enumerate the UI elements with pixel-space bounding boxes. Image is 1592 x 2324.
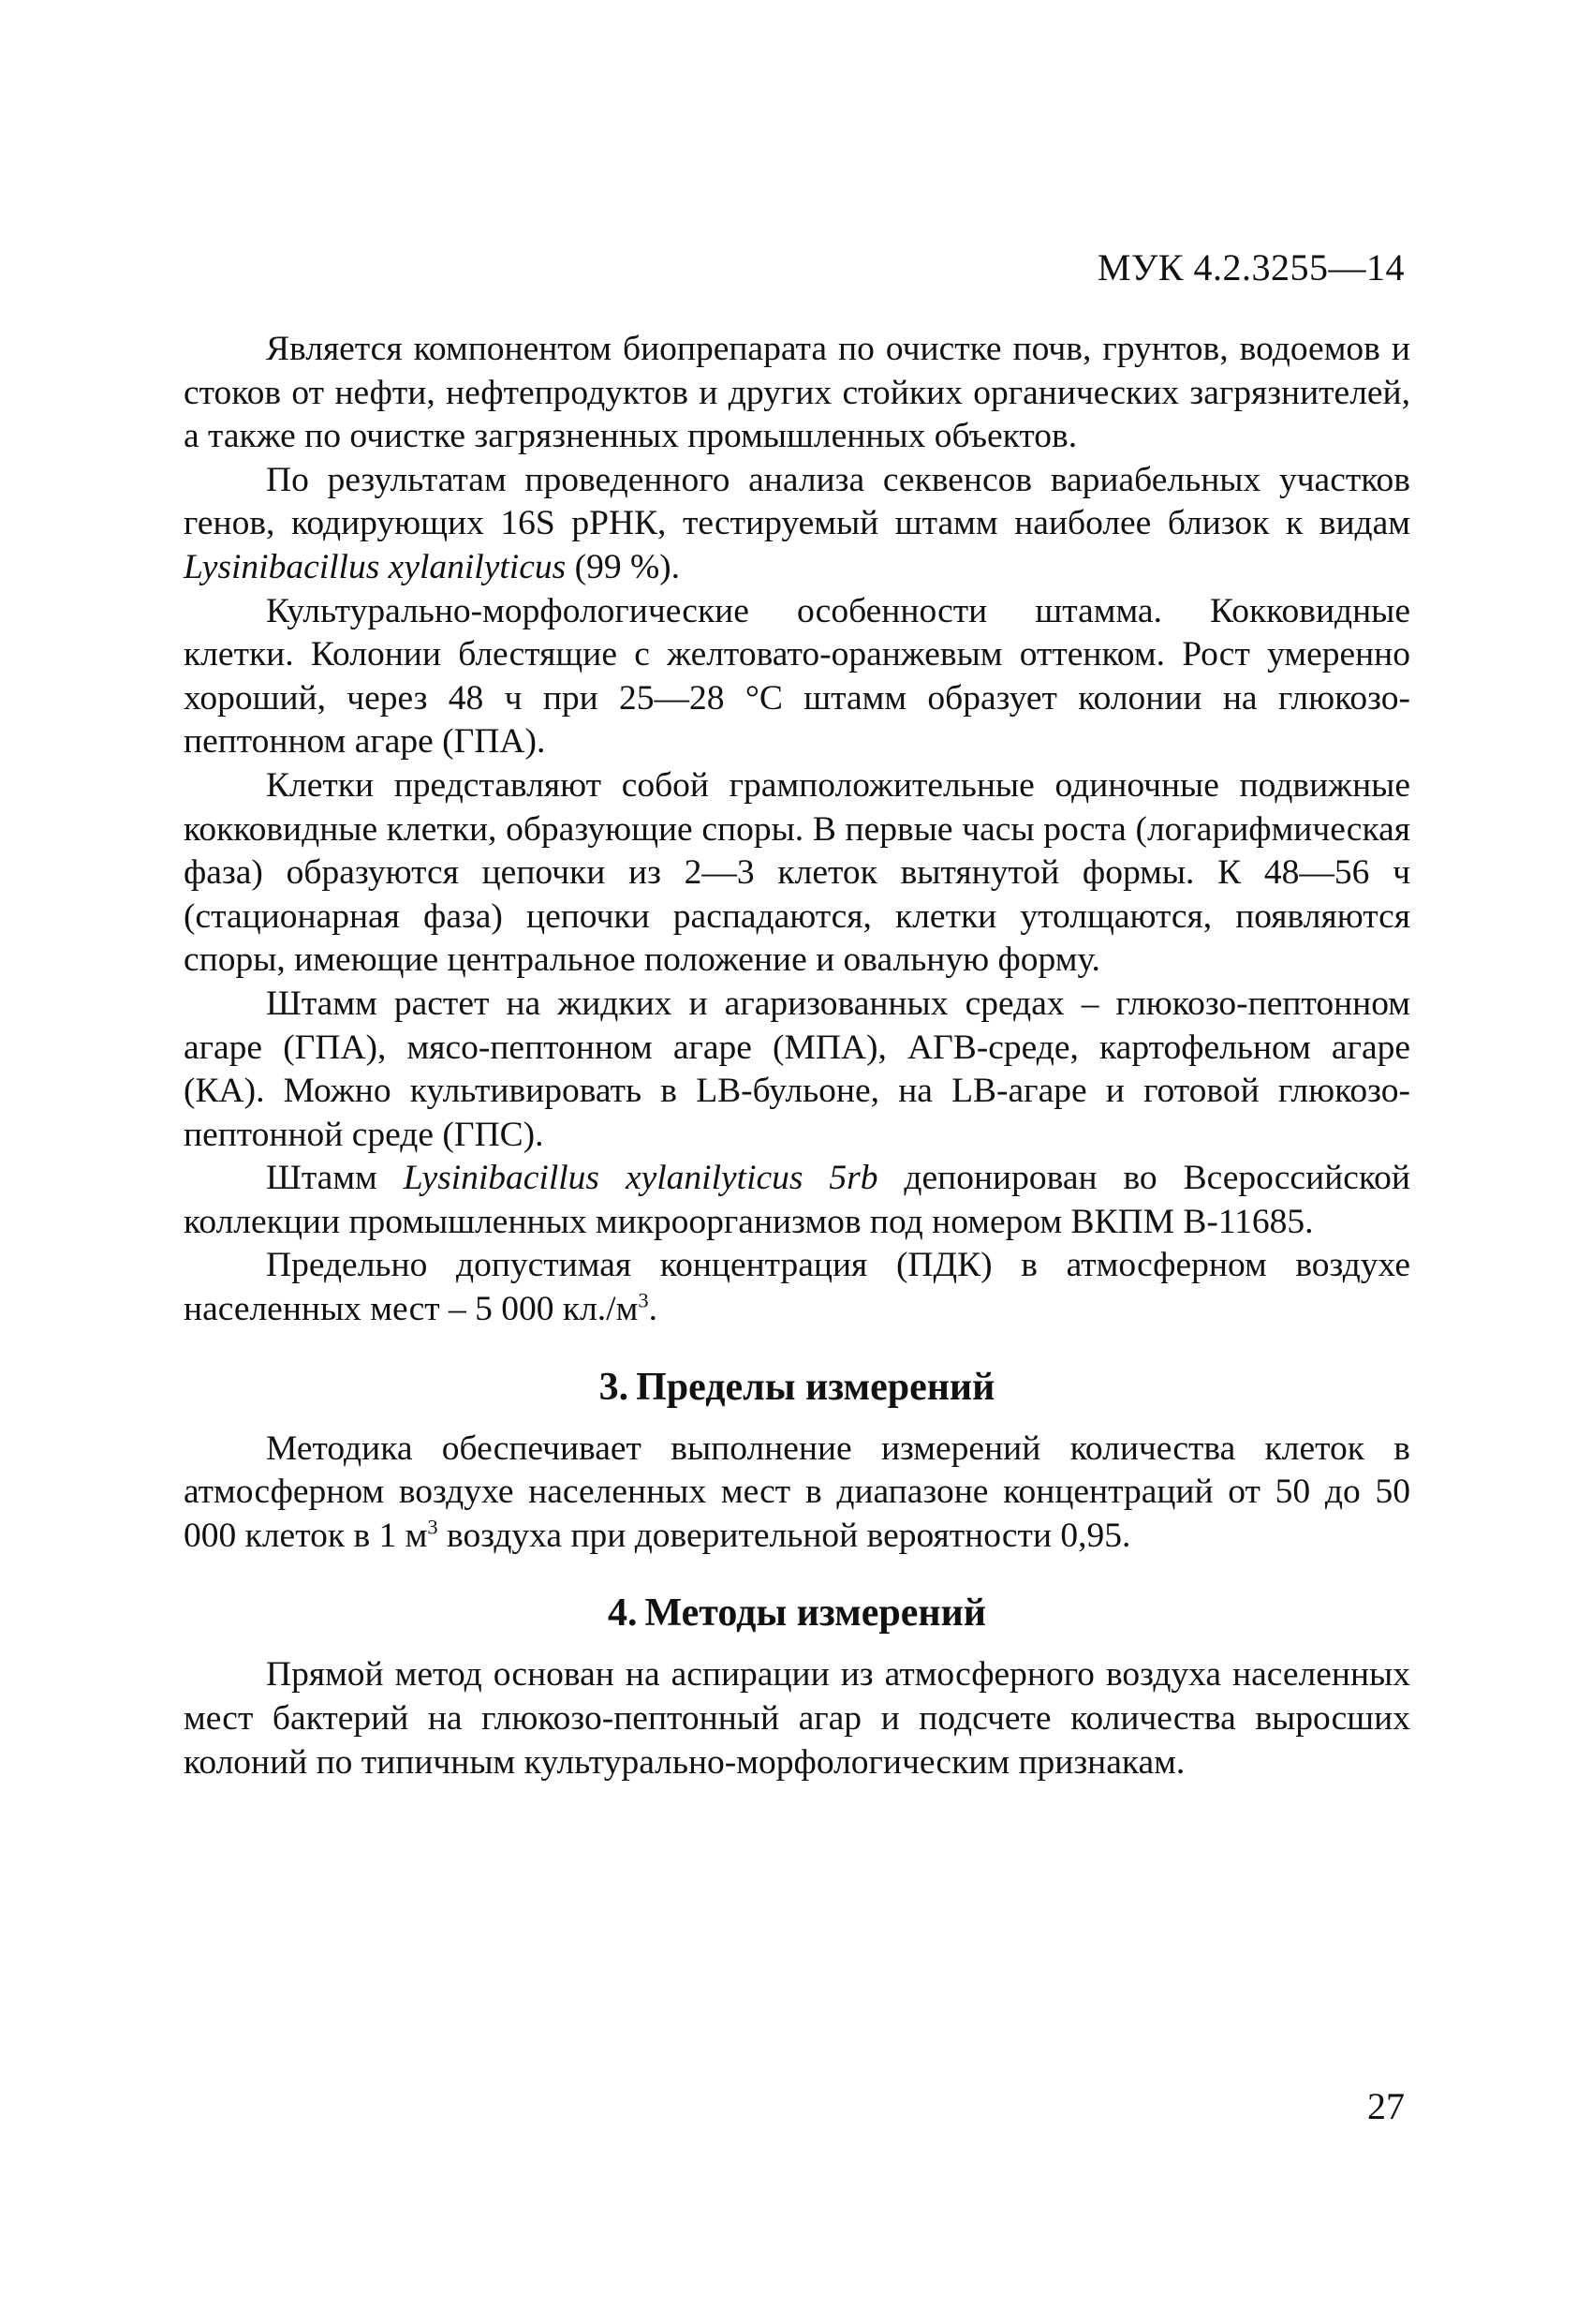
section-heading-4 — [184, 1590, 1410, 1636]
paragraph-media: Штамм растет на жидких и агаризованных средах – глюкозо-пептонном агаре (ГПА), мясо-пептонном агаре (МПА), АГВ-среде, картофельном агаре (КА). Можно культивировать в LB-бульоне, на LB-агаре и готовой глюкозо-пептонной среде (ГПС). — [184, 984, 1410, 1154]
paragraph-limits-text-a: Методика обеспечивает выполнение измерений количества клеток в атмосферном воздухе населенных мест в диапазоне концентраций от 50 до 50 000 клеток в 1 м — [184, 1428, 1410, 1555]
section-title-4: Методы измерений — [644, 1591, 986, 1636]
paragraph-morphology: Культурально-морфологические особенности штамма. Кокковидные клетки. Колонии блестящие с желтовато-оранжевым оттенком. Рост умеренно хороший, через 48 ч при 25—28 °С штамм образует колонии на глюкозо-пептонном агаре (ГПА). — [184, 591, 1410, 762]
paragraph-deposit — [184, 1157, 1410, 1244]
section-number-4: 4. — [608, 1591, 638, 1636]
paragraph-pdk-text-a: Предельно допустимая концентрация (ПДК) в атмосферном воздухе населенных мест – 5 000 кл./м — [184, 1246, 1410, 1329]
paragraph-pdk — [184, 1244, 1410, 1331]
species-name: Lysinibacillus xylanilyticus — [184, 547, 567, 586]
paragraph-cells: Клетки представляют собой грамположительные одиночные подвижные кокковидные клетки, образующие споры. В первые часы роста (логарифмическая фаза) образуются цепочки из 2—3 клеток вытянутой формы. К 48—56 ч (стационарная фаза) цепочки распадаются, клетки утолщаются, появляются споры, имеющие центральное положение и овальную форму. — [184, 765, 1410, 980]
document-body — [184, 328, 1410, 1784]
paragraph-measurement-limits — [184, 1428, 1410, 1559]
paragraph-sequencing-text-b: (99 %). — [566, 547, 681, 586]
section-heading-3 — [184, 1364, 1410, 1411]
strain-name: Lysinibacillus xylanilyticus 5rb — [403, 1159, 878, 1198]
paragraph-measurement-methods: Прямой метод основан на аспирации из атмосферного воздуха населенных мест бактерий на глюкозо-пептонный агар и подсчете количества выросших колоний по типичным культурально-морфологическим признакам. — [184, 1655, 1410, 1782]
superscript-cubic: 3 — [638, 1288, 649, 1312]
paragraph-limits-text-b: воздуха при доверительной вероятности 0,95. — [437, 1516, 1131, 1555]
section-title-3: Пределы измерений — [636, 1365, 995, 1409]
paragraph-deposit-text-a: Штамм — [266, 1159, 404, 1198]
superscript-cubic: 3 — [427, 1515, 438, 1539]
paragraph-biopreparation: Является компонентом биопрепарата по очистке почв, грунтов, водоемов и стоков от нефти, нефтепродуктов и других стойких органических загрязнителей, а также по очистке загрязненных промышленных объектов. — [184, 330, 1410, 456]
document-number-header: МУК 4.2.3255—14 — [1097, 246, 1405, 289]
section-number-3: 3. — [598, 1365, 629, 1409]
paragraph-sequencing — [184, 459, 1410, 590]
page-number: 27 — [1367, 2085, 1405, 2127]
paragraph-sequencing-text-a: По результатам проведенного анализа секвенсов вариабельных участков генов, кодирующих 16S рРНК, тестируемый штамм наиболее близок к видам — [184, 460, 1410, 543]
paragraph-pdk-text-b: . — [648, 1290, 657, 1329]
paragraph-deposit-text-b: депонирован во Всероссийской коллекции промышленных микроорганизмов под номером ВКПМ В-11685. — [184, 1159, 1410, 1241]
